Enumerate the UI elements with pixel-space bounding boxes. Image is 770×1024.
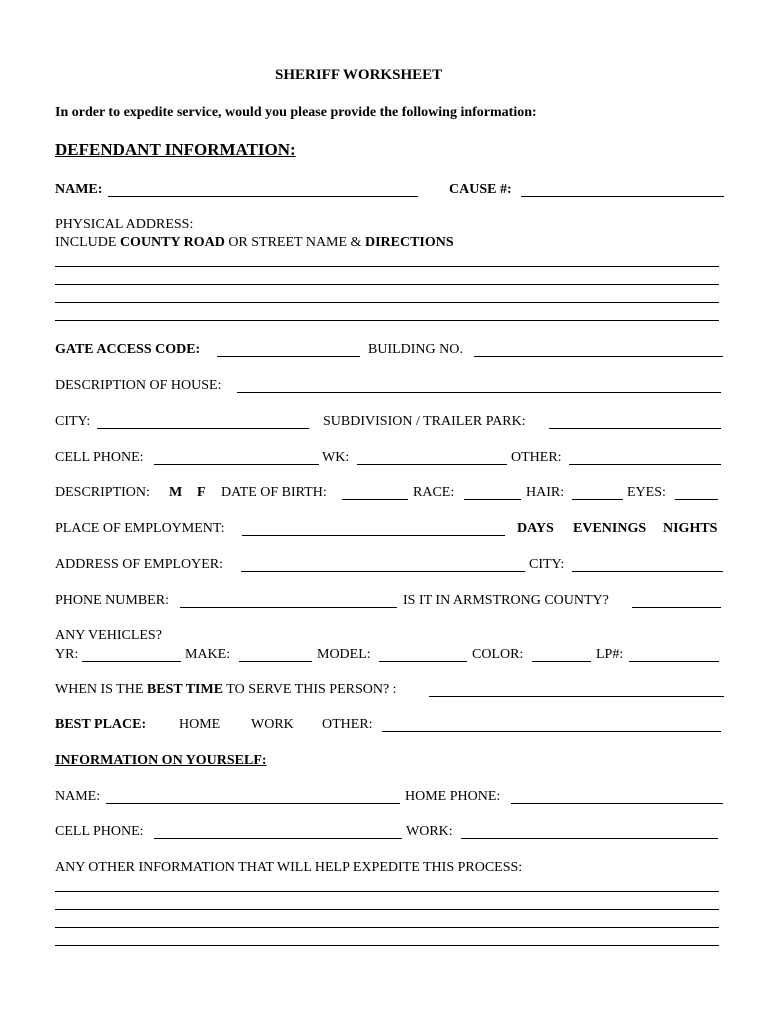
directions-text: DIRECTIONS (364, 235, 454, 250)
employer-address-label: ADDRESS OF EMPLOYER: (55, 557, 224, 572)
your-name-field[interactable] (106, 803, 400, 804)
vehicle-make-label: MAKE: (185, 647, 231, 662)
include-mid-text: OR STREET NAME & (224, 235, 365, 250)
race-label: RACE: (413, 485, 455, 500)
employment-field[interactable] (242, 535, 505, 536)
eyes-field[interactable] (675, 499, 718, 500)
physical-address-label: PHYSICAL ADDRESS: (55, 217, 194, 232)
shift-days[interactable]: DAYS (517, 521, 554, 536)
gate-code-field[interactable] (217, 356, 360, 357)
city-label: CITY: (55, 414, 91, 429)
address-line-1[interactable] (55, 266, 719, 267)
dob-label: DATE OF BIRTH: (221, 485, 327, 500)
vehicle-lp-field[interactable] (629, 661, 719, 662)
best-place-label: BEST PLACE: (55, 717, 147, 732)
home-phone-label: HOME PHONE: (405, 789, 501, 804)
building-label: BUILDING NO. (368, 342, 463, 357)
sex-f-option[interactable]: F (197, 485, 206, 500)
employer-phone-field[interactable] (180, 607, 397, 608)
other-info-line-3[interactable] (55, 927, 719, 928)
your-name-label: NAME: (55, 789, 101, 804)
house-description-field[interactable] (237, 392, 721, 393)
building-field[interactable] (474, 356, 723, 357)
eyes-label: EYES: (627, 485, 666, 500)
other-info-label: ANY OTHER INFORMATION THAT WILL HELP EXPEDITE THIS PROCESS: (55, 860, 523, 875)
armstrong-county-field[interactable] (632, 607, 721, 608)
vehicle-yr-field[interactable] (82, 661, 181, 662)
wk-field[interactable] (357, 464, 507, 465)
vehicle-model-field[interactable] (379, 661, 467, 662)
employer-phone-label: PHONE NUMBER: (55, 593, 169, 608)
vehicle-yr-label: YR: (55, 647, 79, 662)
armstrong-county-label: IS IT IN ARMSTRONG COUNTY? (403, 593, 609, 608)
include-prefix: INCLUDE (55, 235, 120, 250)
best-time-bold: BEST TIME (146, 682, 224, 697)
yourself-heading: INFORMATION ON YOURSELF: (55, 753, 267, 768)
page-title: SHERIFF WORKSHEET (275, 67, 443, 83)
sex-m-option[interactable]: M (169, 485, 183, 500)
defendant-heading: DEFENDANT INFORMATION: (55, 140, 296, 159)
other-info-line-1[interactable] (55, 891, 719, 892)
address-line-4[interactable] (55, 320, 719, 321)
best-time-label (55, 683, 397, 697)
your-cell-label: CELL PHONE: (55, 824, 144, 839)
race-field[interactable] (464, 499, 521, 500)
hair-field[interactable] (572, 499, 623, 500)
county-road-text: COUNTY ROAD (119, 235, 225, 250)
intro-text: In order to expedite service, would you please provide the following information: (55, 105, 537, 120)
home-phone-field[interactable] (511, 803, 723, 804)
dob-field[interactable] (342, 499, 408, 500)
vehicle-lp-label: LP#: (596, 647, 624, 662)
defendant-cell-label: CELL PHONE: (55, 450, 144, 465)
wk-label: WK: (322, 450, 350, 465)
gate-code-label: GATE ACCESS CODE: (55, 342, 201, 357)
vehicle-color-field[interactable] (532, 661, 591, 662)
defendant-name-field[interactable] (108, 196, 418, 197)
employer-city-field[interactable] (572, 571, 723, 572)
employer-city-label: CITY: (529, 557, 565, 572)
other-info-line-2[interactable] (55, 909, 719, 910)
vehicle-make-field[interactable] (239, 661, 312, 662)
shift-nights[interactable]: NIGHTS (663, 521, 718, 536)
best-place-work[interactable]: WORK (251, 717, 294, 732)
vehicles-label: ANY VEHICLES? (55, 628, 162, 643)
vehicle-model-label: MODEL: (317, 647, 371, 662)
employer-address-field[interactable] (241, 571, 525, 572)
address-line-3[interactable] (55, 302, 719, 303)
best-time-prefix: WHEN IS THE (55, 682, 147, 697)
subdivision-field[interactable] (549, 428, 721, 429)
address-line-2[interactable] (55, 284, 719, 285)
your-work-field[interactable] (461, 838, 718, 839)
other-phone-label: OTHER: (511, 450, 562, 465)
description-label: DESCRIPTION: (55, 485, 150, 500)
best-time-field[interactable] (429, 696, 724, 697)
best-place-other-field[interactable] (382, 731, 721, 732)
other-phone-field[interactable] (569, 464, 721, 465)
best-place-other-label: OTHER: (322, 717, 373, 732)
vehicle-color-label: COLOR: (472, 647, 524, 662)
address-instructions (55, 236, 454, 250)
hair-label: HAIR: (526, 485, 565, 500)
city-field[interactable] (97, 428, 309, 429)
best-time-suffix: TO SERVE THIS PERSON? : (223, 682, 397, 697)
house-description-label: DESCRIPTION OF HOUSE: (55, 378, 222, 393)
defendant-name-label: NAME: (55, 182, 103, 197)
your-cell-field[interactable] (154, 838, 402, 839)
cause-label: CAUSE #: (449, 182, 512, 197)
your-work-label: WORK: (406, 824, 453, 839)
other-info-line-4[interactable] (55, 945, 719, 946)
cause-field[interactable] (521, 196, 724, 197)
employment-label: PLACE OF EMPLOYMENT: (55, 521, 225, 536)
best-place-home[interactable]: HOME (179, 717, 221, 732)
shift-evenings[interactable]: EVENINGS (573, 521, 647, 536)
subdivision-label: SUBDIVISION / TRAILER PARK: (323, 414, 526, 429)
defendant-cell-field[interactable] (154, 464, 319, 465)
